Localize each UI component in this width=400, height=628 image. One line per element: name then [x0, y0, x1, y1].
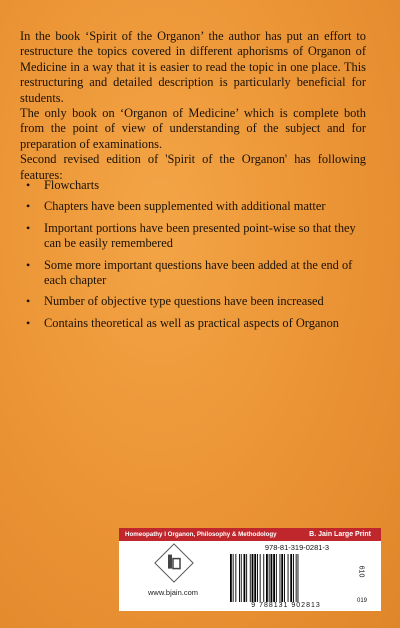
category-bar — [119, 528, 381, 541]
feature-item — [26, 294, 366, 309]
intro-paragraph-1: In the book ‘Spirit of the Organon’ the author has put an effort to restructure the topics covered in different aphorisms of Organon of Medicine in a way that it is easier to read the topic in one place. This restructuring and detailed description is particularly beneficial for students. — [20, 29, 366, 105]
features-list — [26, 178, 366, 337]
feature-item — [26, 258, 366, 289]
bjain-logo-icon — [154, 543, 194, 583]
feature-item — [26, 199, 366, 214]
price-label: 610 — [357, 565, 365, 578]
barcode-digits: 9 788131 902813 — [251, 602, 321, 609]
bullet-icon: • — [26, 199, 31, 214]
barcode-panel — [119, 528, 381, 611]
feature-text: Some more important questions have been added at the end of each chapter — [44, 257, 353, 288]
bullet-icon: • — [26, 178, 31, 192]
feature-text: Number of objective type questions have been increased — [44, 294, 324, 309]
feature-text: Chapters have been supplemented with additional matter — [44, 199, 326, 214]
feature-item — [26, 221, 366, 252]
feature-item — [26, 178, 366, 193]
category-label: Homeopathy I Organon, Philosophy & Methodology — [125, 531, 277, 538]
bullet-icon: • — [26, 294, 31, 309]
brand-label: B. Jain Large Print — [309, 531, 371, 538]
barcode-icon — [229, 554, 343, 602]
price-code-label: 019 — [357, 598, 368, 604]
intro-paragraph-3: Second revised edition of 'Spirit of the Organon' has following features: — [20, 152, 366, 182]
intro-paragraph-2: The only book on ‘Organon of Medicine’ which is complete both from the point of view of understanding of the subject and for preparation of examinations. — [20, 106, 366, 151]
feature-text: Flowcharts — [44, 178, 100, 192]
feature-item — [26, 316, 366, 331]
publisher-logo — [133, 545, 213, 603]
intro-text — [20, 29, 366, 183]
bullet-icon: • — [26, 220, 31, 235]
bullet-icon: • — [26, 257, 31, 272]
website-url: www.bjain.com — [147, 588, 199, 597]
bullet-icon: • — [26, 315, 31, 330]
feature-text: Contains theoretical as well as practical aspects of Organon — [44, 315, 339, 330]
feature-text: Important portions have been presented point-wise so that they can be easily remembered — [44, 220, 356, 251]
isbn-number: 978-81-319-0281-3 — [264, 543, 330, 552]
